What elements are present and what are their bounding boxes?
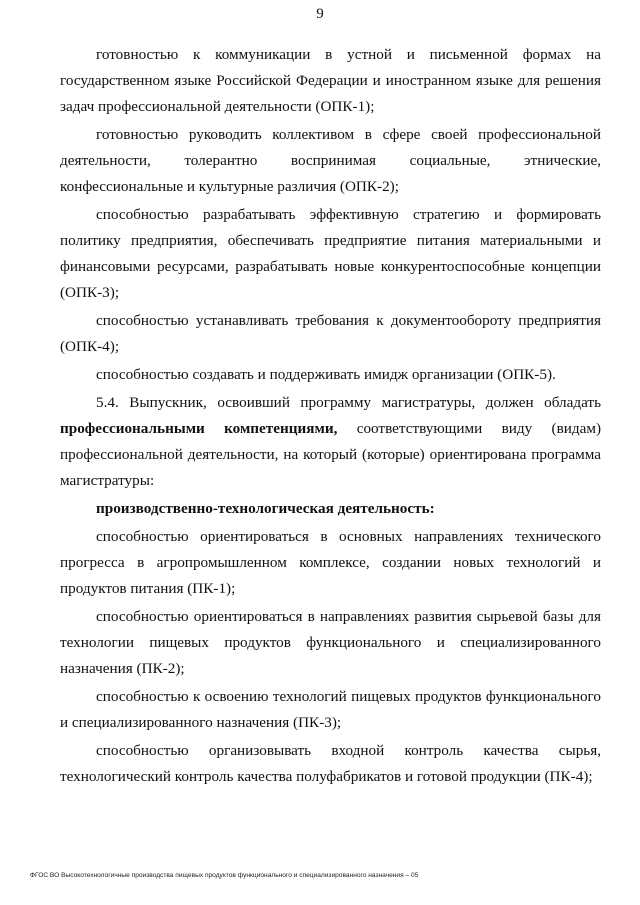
page-footer: ФГОС ВО Высокотехнологичные производства пищевых продуктов функционального и специализированного назначения – 05 [30, 872, 419, 879]
section-5-4-paragraph [60, 390, 601, 494]
opk-3-paragraph: способностью разрабатывать эффективную стратегию и формировать политику предприятия, обеспечивать предприятие питания материальными и финансовыми ресурсами, разрабатывать новые конкурентоспособные концепции (ОПК-3); [60, 206, 601, 301]
section-5-4-bold-term: профессиональными компетенциями, [60, 420, 338, 437]
opk-1-paragraph: готовностью к коммуникации в устной и письменной формах на государственном языке Российской Федерации и иностранном языке для решения задач профессиональной деятельности (ОПК-1); [60, 46, 601, 115]
pk-2-paragraph: способностью ориентироваться в направлениях развития сырьевой базы для технологии пищевых продуктов функционального и специализированного назначения (ПК-2); [60, 608, 601, 677]
opk-5-paragraph: способностью создавать и поддерживать имидж организации (ОПК-5). [96, 366, 556, 383]
document-body [60, 42, 601, 790]
opk-4-paragraph: способностью устанавливать требования к документообороту предприятия (ОПК-4); [60, 312, 601, 355]
pk-4-paragraph: способностью организовывать входной контроль качества сырья, технологический контроль качества полуфабрикатов и готовой продукции (ПК-4); [60, 742, 601, 785]
section-5-4-prefix: 5.4. Выпускник, освоивший программу магистратуры, должен обладать [96, 394, 601, 411]
pk-3-paragraph: способностью к освоению технологий пищевых продуктов функционального и специализированного назначения (ПК-3); [60, 688, 601, 731]
page-number: 9 [316, 6, 324, 22]
pk-1-paragraph: способностью ориентироваться в основных направлениях технического прогресса в агропромышленном комплексе, создании новых технологий и продуктов питания (ПК-1); [60, 528, 601, 597]
section-5-4-suffix: соответствующими виду (видам) профессиональной деятельности, на который (которые) ориентирована программа магистратуры: [60, 420, 602, 489]
activity-heading: производственно-технологическая деятельность: [96, 500, 435, 517]
opk-2-paragraph: готовностью руководить коллективом в сфере своей профессиональной деятельности, толерантно воспринимая социальные, этнические, конфессиональные и культурные различия (ОПК-2); [60, 126, 601, 195]
